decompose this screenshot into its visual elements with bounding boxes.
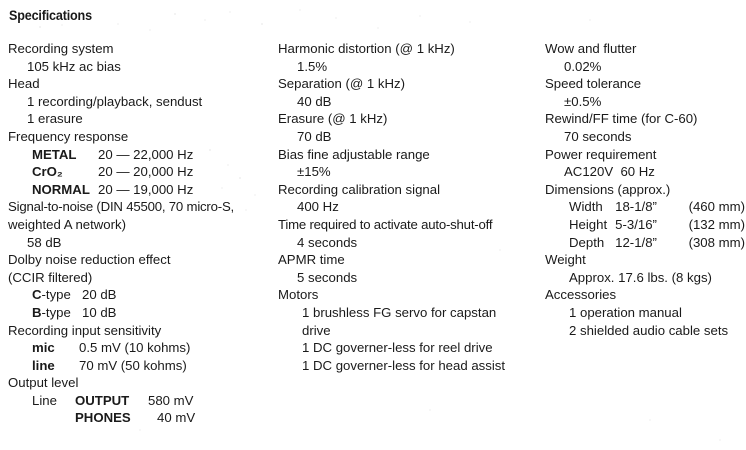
freq-row-metal bbox=[8, 146, 276, 164]
dim-label: Width bbox=[569, 199, 603, 215]
spec-value-wow: 0.02% bbox=[564, 58, 602, 74]
spec-value-speed: ±0.5% bbox=[564, 93, 602, 109]
spec-value-motor-1a: 1 brushless FG servo for capstan bbox=[302, 304, 497, 320]
spec-label-apmr: APMR time bbox=[278, 252, 345, 268]
spec-label-motors: Motors bbox=[278, 287, 319, 303]
spec-value-rewind: 70 seconds bbox=[564, 128, 632, 144]
spec-label-bias: Bias fine adjustable range bbox=[278, 146, 430, 162]
spec-label-dimensions: Dimensions (approx.) bbox=[545, 181, 671, 197]
output-value: 580 mV bbox=[148, 392, 194, 408]
dolby-value: 10 dB bbox=[82, 304, 117, 320]
spec-value-motor-3: 1 DC governer-less for head assist bbox=[302, 357, 506, 373]
dim-row-height bbox=[545, 216, 745, 234]
spec-value-shutoff: 4 seconds bbox=[297, 234, 358, 250]
spec-value-accessory-2: 2 shielded audio cable sets bbox=[569, 322, 729, 338]
spec-value-separation: 40 dB bbox=[297, 93, 332, 109]
sens-row-line bbox=[8, 357, 276, 375]
spec-value-head-1: 1 recording/playback, sendust bbox=[27, 93, 203, 109]
spec-label-snr-2: weighted A network) bbox=[8, 216, 127, 232]
sens-value: 70 mV (50 kohms) bbox=[79, 357, 187, 373]
spec-label-harmonic: Harmonic distortion (@ 1 kHz) bbox=[278, 41, 455, 56]
dim-value: 12-1/8” bbox=[615, 234, 657, 250]
output-label: PHONES bbox=[75, 410, 131, 426]
spec-column-1 bbox=[8, 40, 276, 427]
spec-label-rec-sensitivity: Recording input sensitivity bbox=[8, 322, 162, 338]
sens-label: line bbox=[32, 357, 55, 373]
spec-label-wow: Wow and flutter bbox=[545, 41, 637, 56]
dolby-row-b bbox=[8, 304, 276, 322]
dim-label: Height bbox=[569, 216, 608, 232]
freq-value: 20 — 20,000 Hz bbox=[98, 164, 194, 180]
output-row-phones bbox=[8, 409, 276, 427]
spec-value-erasure: 70 dB bbox=[297, 128, 332, 144]
dim-value: 18-1/8” bbox=[615, 199, 657, 215]
spec-label-head: Head bbox=[8, 76, 40, 92]
spec-label-calibration: Recording calibration signal bbox=[278, 181, 441, 197]
spec-label-weight: Weight bbox=[545, 252, 586, 268]
spec-value-bias: ±15% bbox=[297, 164, 331, 180]
dolby-type-letter: B bbox=[32, 304, 42, 320]
freq-row-normal bbox=[8, 181, 276, 199]
spec-label-power: Power requirement bbox=[545, 146, 657, 162]
output-label: OUTPUT bbox=[75, 392, 130, 408]
spec-value-motor-2: 1 DC governer-less for reel drive bbox=[302, 340, 493, 356]
freq-label: METAL bbox=[32, 146, 77, 162]
dim-metric: (132 mm) bbox=[688, 216, 745, 232]
freq-value: 20 — 19,000 Hz bbox=[98, 181, 194, 197]
dolby-label bbox=[32, 304, 82, 322]
spec-value-head-2: 1 erasure bbox=[27, 111, 83, 127]
spec-value-recording-system: 105 kHz ac bias bbox=[27, 58, 121, 74]
spec-label-snr-1: Signal-to-noise (DIN 45500, 70 micro-S, bbox=[8, 199, 235, 215]
dim-metric: (308 mm) bbox=[688, 234, 745, 250]
spec-label-frequency-response: Frequency response bbox=[8, 128, 129, 144]
spec-value-calibration: 400 Hz bbox=[297, 199, 339, 215]
spec-label-accessories: Accessories bbox=[545, 287, 617, 303]
output-value: 40 mV bbox=[157, 410, 196, 426]
spec-column-2 bbox=[278, 40, 540, 374]
spec-value-apmr: 5 seconds bbox=[297, 269, 358, 285]
freq-label: NORMAL bbox=[32, 181, 90, 197]
dim-value: 5-3/16” bbox=[615, 216, 657, 232]
freq-row-cro2 bbox=[8, 163, 276, 181]
dolby-value: 20 dB bbox=[82, 287, 117, 303]
output-line-label: Line bbox=[32, 392, 57, 408]
spec-label-recording-system: Recording system bbox=[8, 41, 114, 56]
dim-row-depth bbox=[545, 234, 745, 252]
spec-value-motor-1b: drive bbox=[302, 322, 331, 338]
dolby-row-c bbox=[8, 286, 276, 304]
spec-label-rewind: Rewind/FF time (for C-60) bbox=[545, 111, 698, 127]
spec-label-shutoff: Time required to activate auto-shut-off bbox=[278, 216, 493, 232]
spec-label-erasure: Erasure (@ 1 kHz) bbox=[278, 111, 388, 127]
dim-label: Depth bbox=[569, 234, 605, 250]
spec-value-accessory-1: 1 operation manual bbox=[569, 304, 682, 320]
spec-value-power: AC120V 60 Hz bbox=[564, 164, 655, 180]
dolby-label bbox=[32, 286, 82, 304]
dolby-type-letter: C bbox=[32, 287, 42, 303]
dolby-type-suffix: -type bbox=[41, 287, 71, 303]
dim-row-width bbox=[545, 198, 745, 216]
spec-label-speed: Speed tolerance bbox=[545, 76, 642, 92]
sens-row-mic bbox=[8, 339, 276, 357]
freq-value: 20 — 22,000 Hz bbox=[98, 146, 194, 162]
spec-label-dolby-2: (CCIR filtered) bbox=[8, 269, 93, 285]
sens-label: mic bbox=[32, 340, 55, 356]
spec-label-dolby-1: Dolby noise reduction effect bbox=[8, 252, 171, 268]
dolby-type-suffix: -type bbox=[41, 304, 71, 320]
sens-value: 0.5 mV (10 kohms) bbox=[79, 340, 191, 356]
spec-label-separation: Separation (@ 1 kHz) bbox=[278, 76, 405, 92]
spec-value-weight: Approx. 17.6 lbs. (8 kgs) bbox=[569, 269, 712, 285]
spec-value-snr: 58 dB bbox=[27, 234, 62, 250]
page-title: Specifications bbox=[9, 7, 92, 23]
output-spacer bbox=[32, 409, 75, 427]
spec-value-harmonic: 1.5% bbox=[297, 58, 328, 74]
dim-metric: (460 mm) bbox=[688, 199, 745, 215]
spec-column-3 bbox=[545, 40, 745, 339]
output-row-line bbox=[8, 392, 276, 410]
freq-label: CrO₂ bbox=[32, 164, 63, 180]
spec-label-output-level: Output level bbox=[8, 375, 79, 391]
